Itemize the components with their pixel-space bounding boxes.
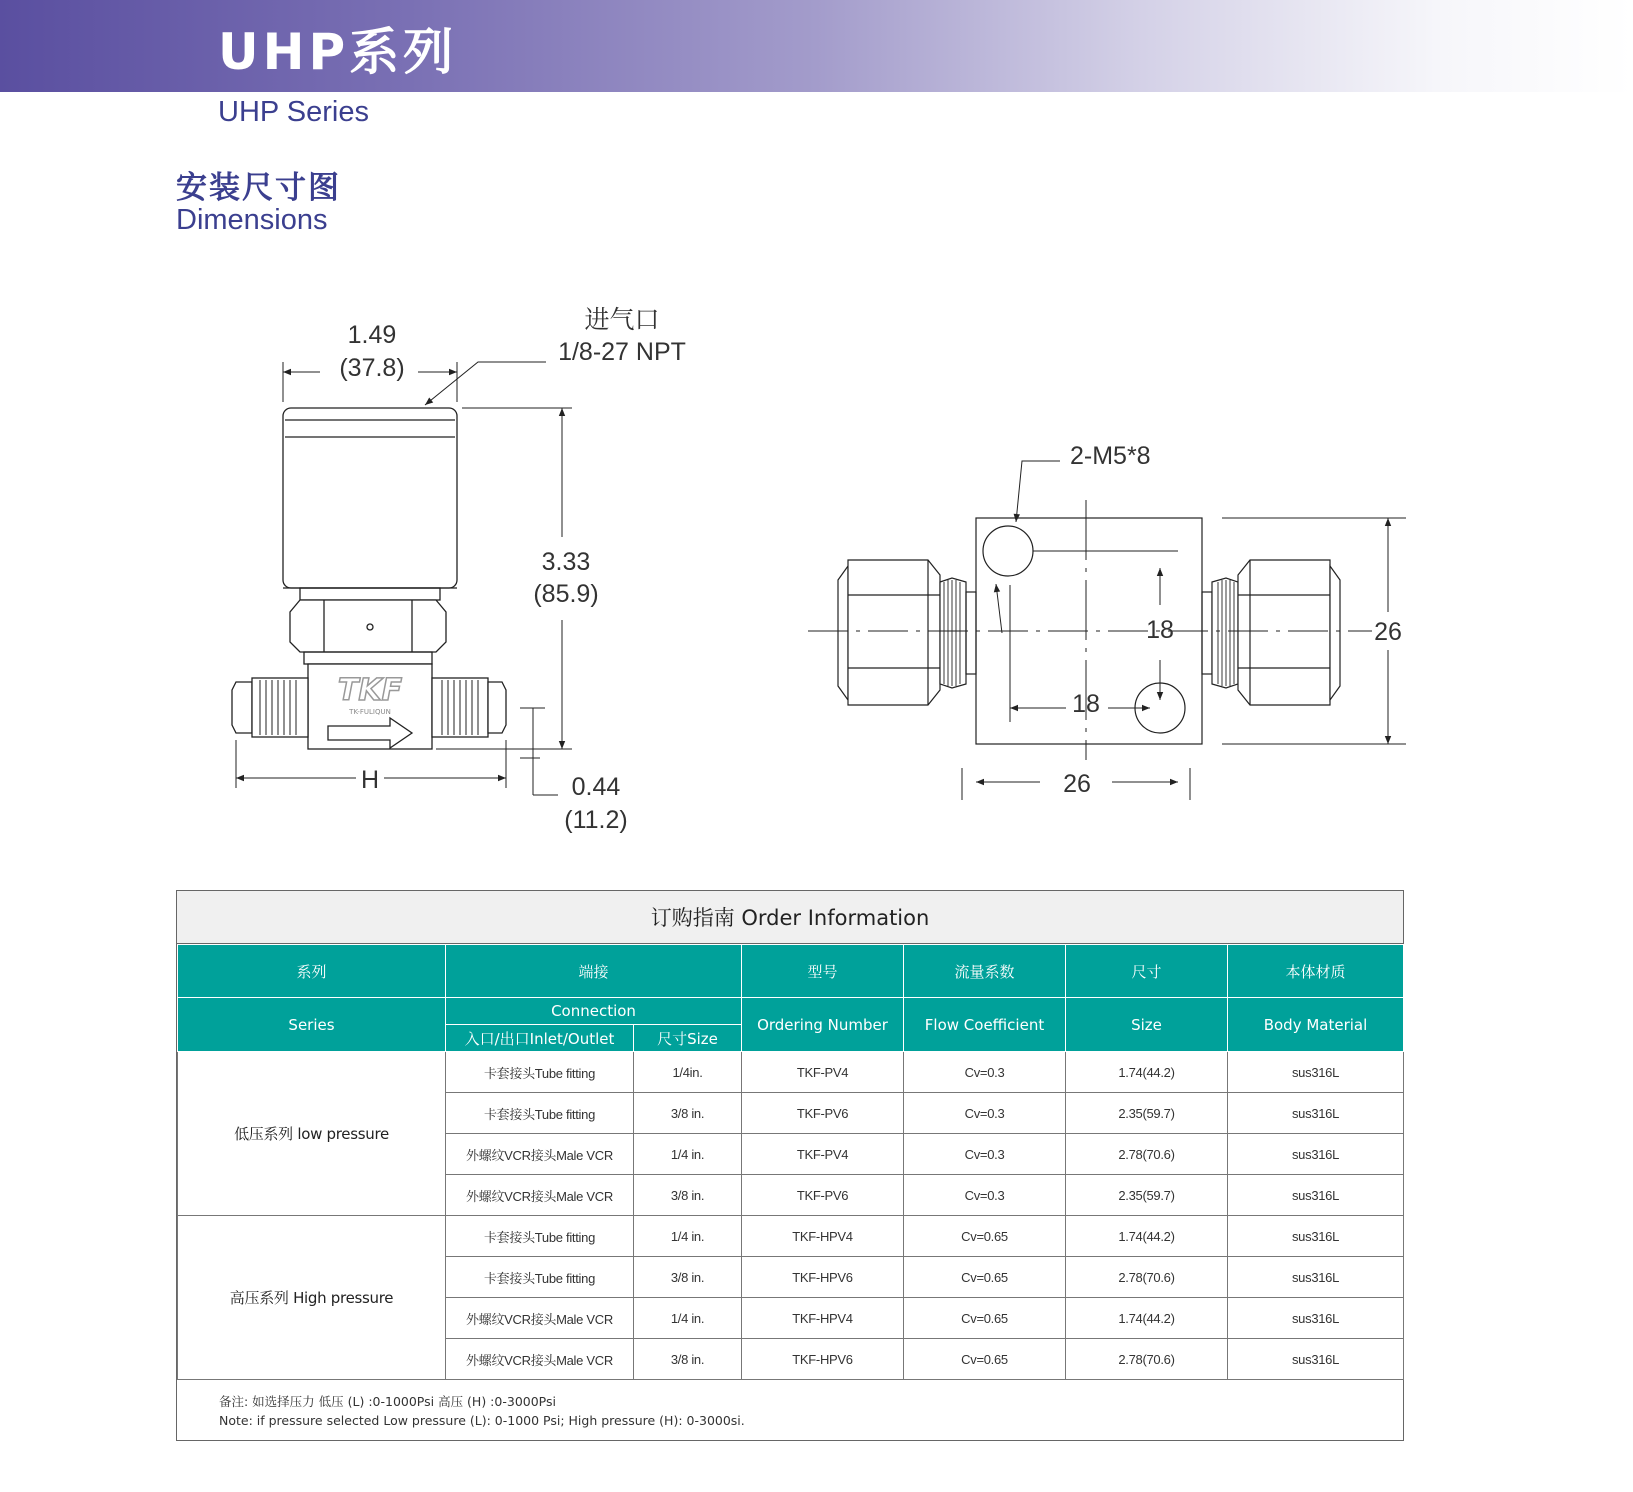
base-in-label: 0.44 — [571, 773, 621, 801]
height-in-label: 3.33 — [541, 548, 591, 576]
header-cn-connection: 端接 — [446, 945, 742, 998]
order-information — [176, 890, 1404, 1441]
note-en: Note: if pressure selected Low pressure (L): 0-1000 Psi; High pressure (H): 0-3000si. — [219, 1413, 745, 1428]
cell-flow: Cv=0.3 — [904, 1175, 1066, 1216]
table-row — [178, 1216, 1404, 1257]
header-en-size: Size — [1066, 998, 1228, 1052]
cell-inlet: 外螺纹VCR接头Male VCR — [446, 1134, 634, 1175]
brand-logo-sub: TK-FULIQUN — [349, 708, 391, 716]
width-dimension — [283, 362, 546, 405]
header-en-flow: Flow Coefficient — [904, 998, 1066, 1052]
section-title-en: Dimensions — [176, 204, 328, 236]
cell-ordering: TKF-PV4 — [742, 1052, 904, 1093]
header-cn-series: 系列 — [178, 945, 446, 998]
cell-material: sus316L — [1228, 1257, 1404, 1298]
cell-ordering: TKF-PV4 — [742, 1134, 904, 1175]
cell-flow: Cv=0.3 — [904, 1093, 1066, 1134]
table-row — [178, 1052, 1404, 1093]
cell-size: 3/8 in. — [634, 1339, 742, 1380]
cell-inlet: 外螺纹VCR接头Male VCR — [446, 1175, 634, 1216]
cell-dim: 2.78(70.6) — [1066, 1339, 1228, 1380]
cell-dim: 2.35(59.7) — [1066, 1093, 1228, 1134]
header-cn-ordering: 型号 — [742, 945, 904, 998]
header-en-ordering: Ordering Number — [742, 998, 904, 1052]
cell-flow: Cv=0.3 — [904, 1052, 1066, 1093]
screw-spec-label: 2-M5*8 — [1070, 442, 1151, 470]
cell-dim: 1.74(44.2) — [1066, 1216, 1228, 1257]
cell-size: 3/8 in. — [634, 1093, 742, 1134]
order-title: 订购指南 Order Information — [177, 891, 1403, 944]
cell-ordering: TKF-HPV6 — [742, 1257, 904, 1298]
cell-ordering: TKF-HPV4 — [742, 1298, 904, 1339]
cell-inlet: 外螺纹VCR接头Male VCR — [446, 1298, 634, 1339]
cell-size: 1/4in. — [634, 1052, 742, 1093]
cell-ordering: TKF-PV6 — [742, 1175, 904, 1216]
cell-size: 1/4 in. — [634, 1134, 742, 1175]
cell-flow: Cv=0.65 — [904, 1257, 1066, 1298]
cell-dim: 2.78(70.6) — [1066, 1257, 1228, 1298]
cell-flow: Cv=0.65 — [904, 1216, 1066, 1257]
width-in-label: 1.49 — [347, 321, 397, 349]
cell-inlet: 卡套接头Tube fitting — [446, 1216, 634, 1257]
cell-material: sus316L — [1228, 1298, 1404, 1339]
cell-flow: Cv=0.65 — [904, 1339, 1066, 1380]
cell-dim: 1.74(44.2) — [1066, 1052, 1228, 1093]
length-label: H — [360, 766, 380, 794]
note-cn: 备注: 如选择压力 低压 (L) :0-1000Psi 高压 (H) :0-3000Psi — [219, 1394, 556, 1409]
hole-h-label: 18 — [1072, 690, 1100, 718]
group-label-low: 低压系列 low pressure — [178, 1052, 446, 1216]
block-h-label: 26 — [1374, 618, 1402, 646]
header-en-series: Series — [178, 998, 446, 1052]
cell-dim: 2.35(59.7) — [1066, 1175, 1228, 1216]
height-mm-label: (85.9) — [533, 580, 599, 608]
cell-flow: Cv=0.3 — [904, 1134, 1066, 1175]
cell-inlet: 卡套接头Tube fitting — [446, 1093, 634, 1134]
cell-material: sus316L — [1228, 1093, 1404, 1134]
cell-size: 3/8 in. — [634, 1175, 742, 1216]
header-cn-size: 尺寸 — [1066, 945, 1228, 998]
cell-material: sus316L — [1228, 1134, 1404, 1175]
cell-inlet: 卡套接头Tube fitting — [446, 1052, 634, 1093]
cell-material: sus316L — [1228, 1175, 1404, 1216]
subheader-inlet-outlet: 入口/出口Inlet/Outlet — [446, 1025, 634, 1052]
cell-material: sus316L — [1228, 1339, 1404, 1380]
base-dimension — [520, 708, 558, 795]
inlet-cn-label: 进气口 — [584, 306, 660, 334]
order-note — [177, 1380, 1403, 1440]
header-en-material: Body Material — [1228, 998, 1404, 1052]
group-label-high: 高压系列 High pressure — [178, 1216, 446, 1380]
base-mm-label: (11.2) — [564, 806, 628, 834]
cell-inlet: 卡套接头Tube fitting — [446, 1257, 634, 1298]
cell-inlet: 外螺纹VCR接头Male VCR — [446, 1339, 634, 1380]
inlet-spec-label: 1/8-27 NPT — [558, 338, 686, 366]
cell-flow: Cv=0.65 — [904, 1298, 1066, 1339]
header-cn-flow: 流量系数 — [904, 945, 1066, 998]
cell-dim: 2.78(70.6) — [1066, 1134, 1228, 1175]
brand-logo: TKF — [337, 673, 403, 708]
page-title: UHP系列 — [218, 23, 458, 81]
cell-size: 3/8 in. — [634, 1257, 742, 1298]
cell-ordering: TKF-HPV6 — [742, 1339, 904, 1380]
hole-v-label: 18 — [1146, 616, 1174, 644]
page-subtitle: UHP Series — [218, 96, 369, 128]
block-w-label: 26 — [1063, 770, 1091, 798]
header-cn-material: 本体材质 — [1228, 945, 1404, 998]
width-mm-label: (37.8) — [339, 354, 405, 382]
cell-ordering: TKF-PV6 — [742, 1093, 904, 1134]
cell-material: sus316L — [1228, 1216, 1404, 1257]
order-table — [177, 944, 1404, 1380]
header-en-connection: Connection — [446, 998, 742, 1025]
cell-size: 1/4 in. — [634, 1298, 742, 1339]
cell-ordering: TKF-HPV4 — [742, 1216, 904, 1257]
top-view — [808, 500, 1372, 760]
cell-dim: 1.74(44.2) — [1066, 1298, 1228, 1339]
cell-size: 1/4 in. — [634, 1216, 742, 1257]
section-title-cn: 安装尺寸图 — [176, 170, 341, 206]
subheader-size: 尺寸Size — [634, 1025, 742, 1052]
cell-material: sus316L — [1228, 1052, 1404, 1093]
